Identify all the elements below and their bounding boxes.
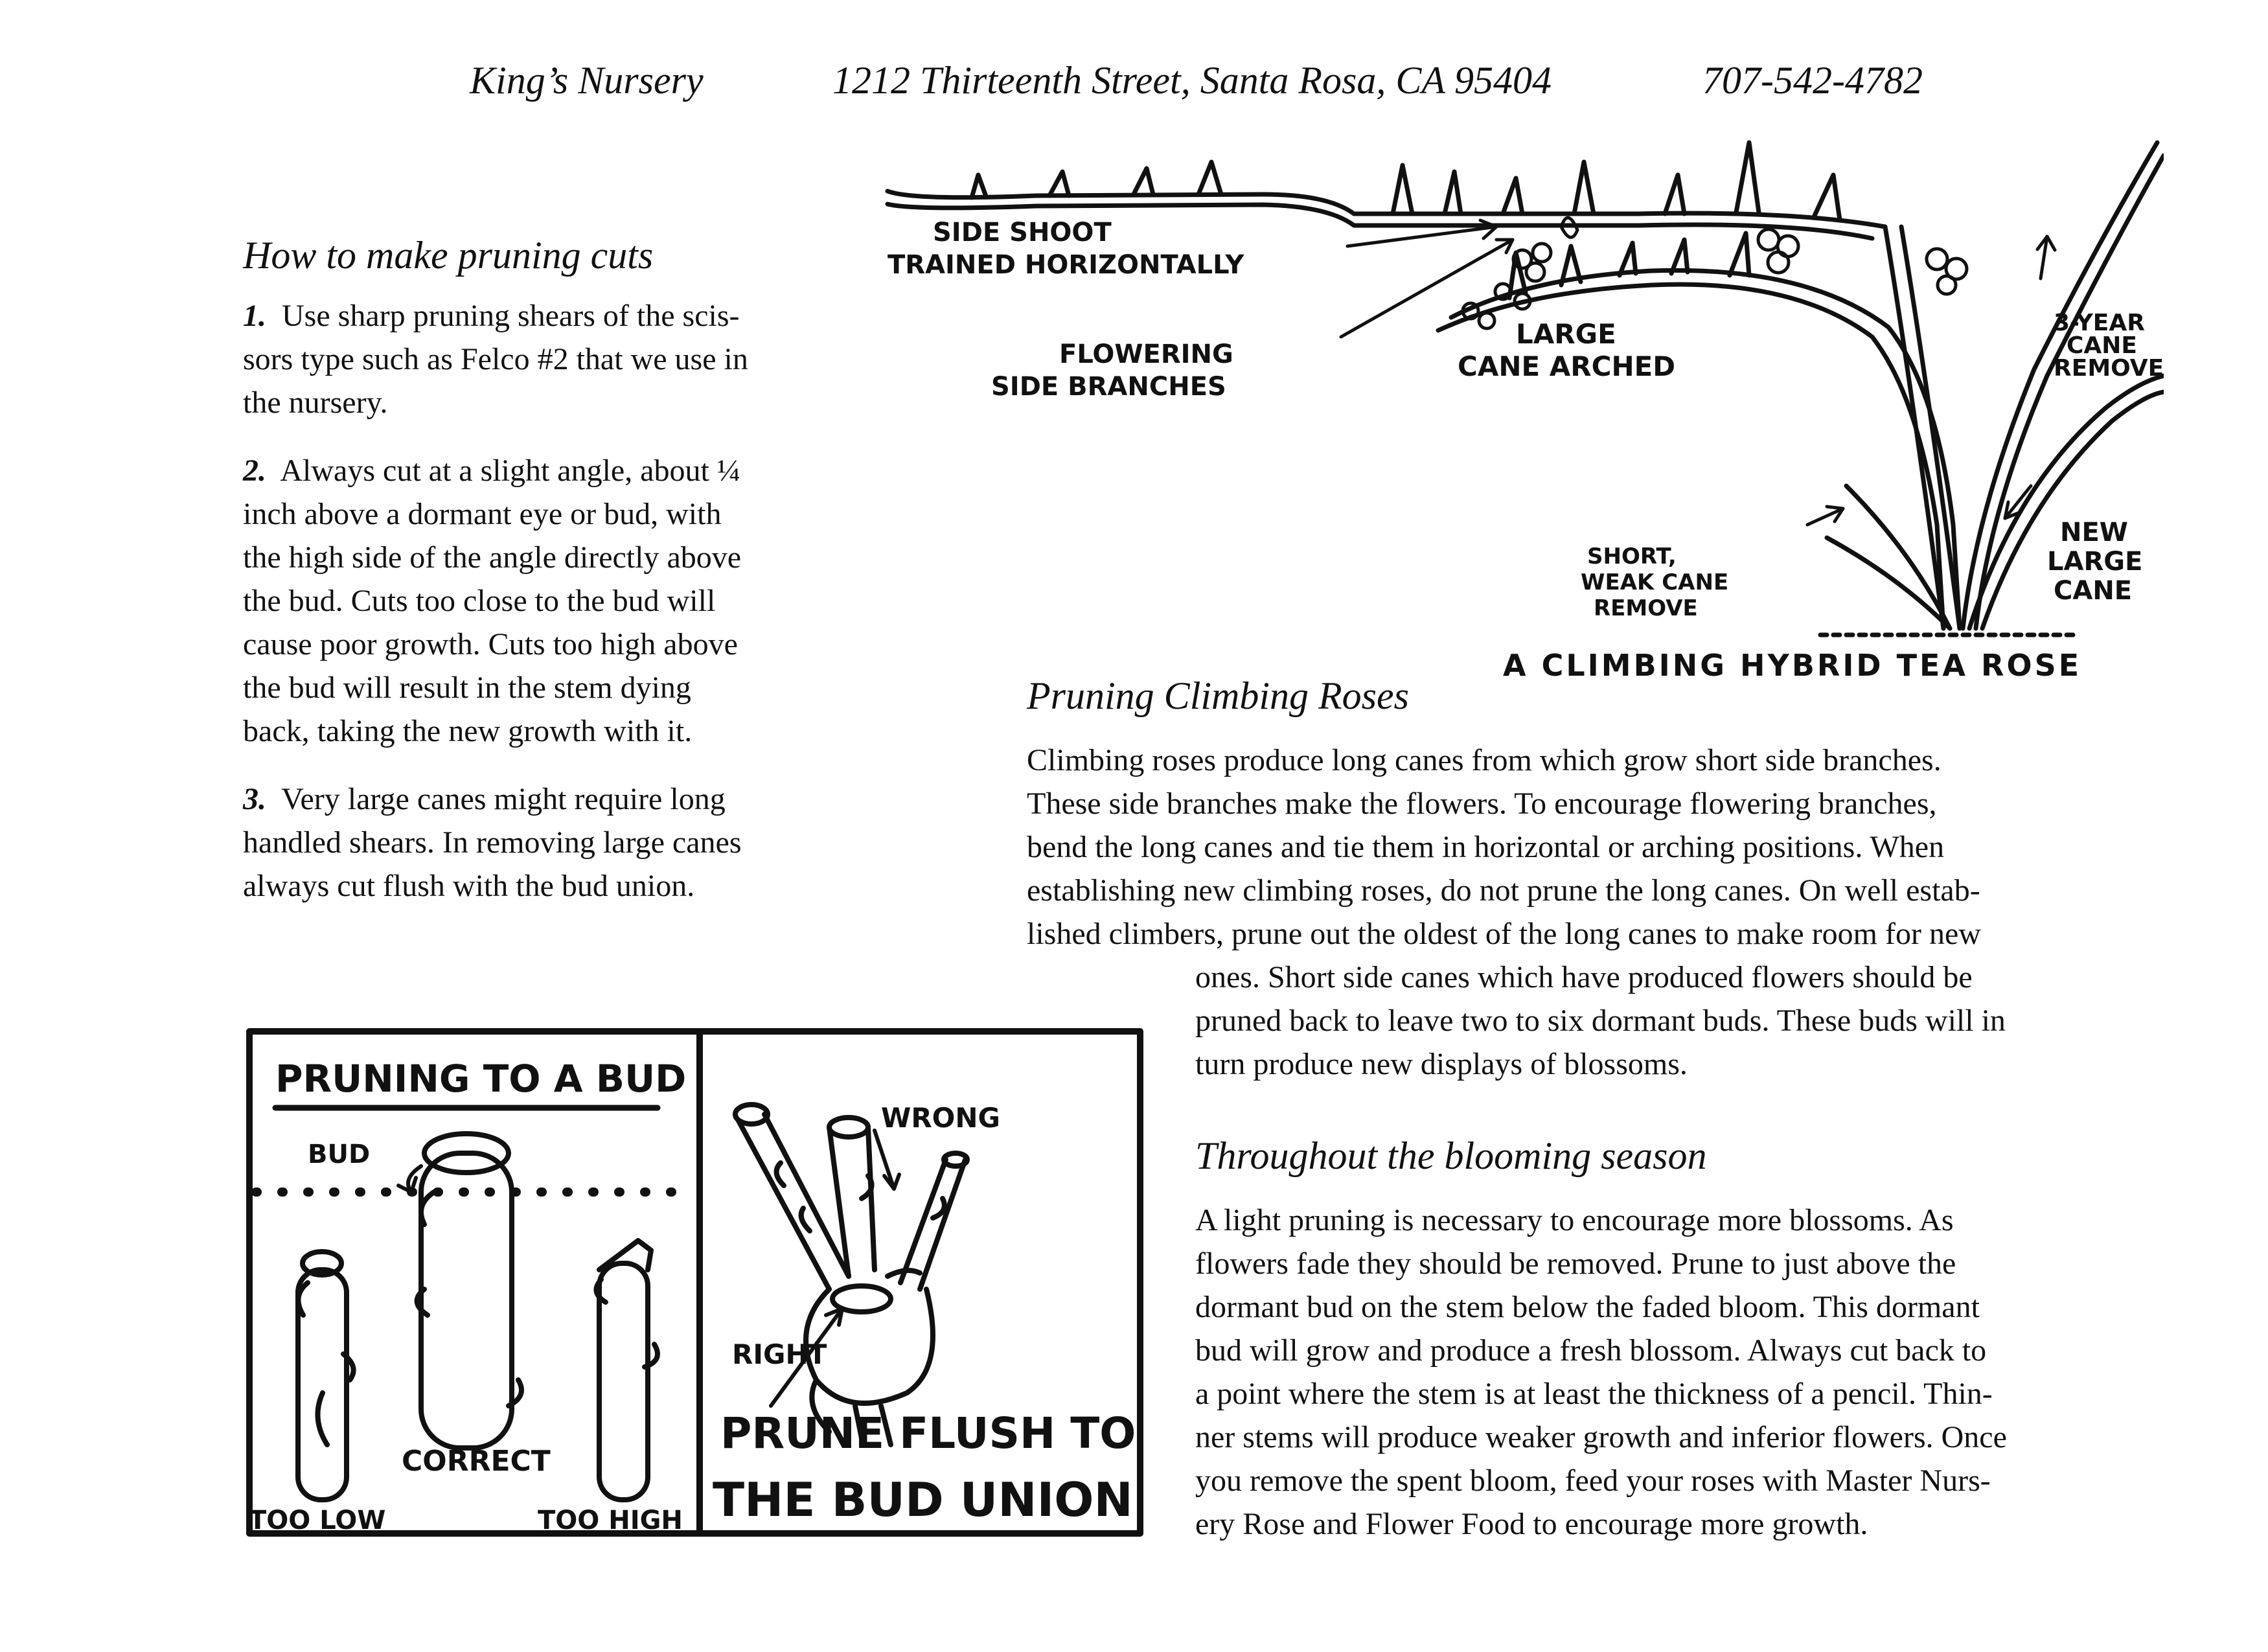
step-line: always cut flush with the bud union. (243, 869, 695, 903)
label-prune-flush: PRUNE FLUSH TO (720, 1408, 1136, 1458)
business-name: King’s Nursery (470, 59, 704, 102)
label-side-branches: SIDE BRANCHES (991, 372, 1226, 402)
climbing-rose-illustration (875, 123, 2164, 706)
pruning-step-1 (243, 294, 865, 424)
climbing-roses-body-cont (1195, 956, 2167, 1086)
pruning-step-2 (243, 449, 865, 753)
body-line: turn produce new displays of blossoms. (1195, 1047, 1688, 1081)
blooming-season-body (1195, 1199, 2167, 1546)
label-large: LARGE (1516, 318, 1616, 350)
climbing-roses-title: Pruning Climbing Roses (1027, 674, 1410, 717)
body-line: you remove the spent bloom, feed your roses with Master Nurs- (1195, 1463, 1991, 1498)
too-high-stem (596, 1241, 658, 1500)
label-3-year: 3-YEAR (2054, 310, 2145, 336)
body-line: flowers fade they should be removed. Prune to just above the (1195, 1246, 1956, 1281)
step-number: 3. (243, 782, 266, 816)
step-line: sors type such as Felco #2 that we use in (243, 342, 748, 376)
label-new: NEW (2060, 518, 2128, 547)
step-line: the bud. Cuts too close to the bud will (243, 584, 716, 618)
pruning-cuts-section (243, 233, 865, 908)
label-too-low: TOO LOW (249, 1506, 386, 1535)
body-line: pruned back to leave two to six dormant buds. These buds will in (1195, 1004, 2006, 1038)
label-short: SHORT, (1587, 544, 1677, 569)
step-line: inch above a dormant eye or bud, with (243, 497, 722, 531)
bud-union-plant (735, 1105, 967, 1445)
cane-thorns (972, 143, 1840, 220)
label-side-shoot: SIDE SHOOT (933, 218, 1112, 247)
label-right: RIGHT (732, 1338, 827, 1370)
step-line: the high side of the angle directly above (243, 540, 742, 575)
step-line: cause poor growth. Cuts too high above (243, 627, 738, 661)
step-line: 1. Use sharp pruning shears of the scis- (243, 299, 740, 333)
label-large-2: LARGE (2047, 547, 2143, 577)
climbing-roses-body (1027, 739, 2160, 956)
body-line: ery Rose and Flower Food to encourage more growth. (1195, 1507, 1868, 1541)
body-line: Climbing roses produce long canes from which grow short side branches. (1027, 743, 1942, 777)
label-cane-2: CANE (2054, 576, 2133, 606)
label-remove-2: REMOVE (1594, 595, 1698, 621)
body-line: These side branches make the flowers. To encourage flowering branches, (1027, 786, 1937, 821)
bud-figure-title: PRUNING TO A BUD (275, 1057, 687, 1101)
business-phone: 707-542-4782 (1702, 59, 1923, 102)
label-too-high: TOO HIGH (538, 1506, 683, 1535)
label-correct: CORRECT (402, 1445, 551, 1478)
correct-stem (417, 1134, 521, 1448)
pruning-to-bud-illustration (246, 1017, 1147, 1542)
body-line: dormant bud on the stem below the faded bloom. This dormant (1195, 1290, 1980, 1324)
blooming-season-title: Throughout the blooming season (1195, 1134, 1707, 1177)
step-number: 2. (243, 453, 266, 488)
label-weak-cane: WEAK CANE (1581, 569, 1729, 595)
step-line: the bud will result in the stem dying (243, 671, 691, 705)
rose-figure-caption: A CLIMBING HYBRID TEA ROSE (1503, 648, 2082, 683)
pruning-step-3 (243, 777, 865, 908)
step-number: 1. (243, 299, 266, 333)
body-line: ones. Short side canes which have produced flowers should be (1195, 960, 1973, 994)
step-line: back, taking the new growth with it. (243, 714, 693, 748)
body-line: bend the long canes and tie them in horizontal or arching positions. When (1027, 830, 1945, 864)
label-flowering: FLOWERING (1059, 339, 1233, 369)
body-line: lished climbers, prune out the oldest of the long canes to make room for new (1027, 917, 1981, 951)
label-remove: REMOVE (2054, 355, 2164, 382)
body-line: a point where the stem is at least the thickness of a pencil. Thin- (1195, 1377, 1993, 1411)
body-line: A light pruning is necessary to encourage more blossoms. As (1195, 1203, 1954, 1237)
step-line: handled shears. In removing large canes (243, 825, 742, 860)
label-bud-union: THE BUD UNION (713, 1473, 1133, 1527)
step-line: the nursery. (243, 385, 388, 420)
label-trained-horizontally: TRAINED HORIZONTALLY (888, 250, 1244, 280)
main-cane-2 (1901, 227, 1960, 628)
label-bud: BUD (308, 1140, 371, 1169)
label-cane-arched: CANE ARCHED (1458, 350, 1676, 382)
step-line: 3. Very large canes might require long (243, 782, 726, 816)
too-low-stem (298, 1252, 354, 1500)
label-cane: CANE (2067, 332, 2138, 359)
pruning-cuts-title: How to make pruning cuts (243, 234, 654, 277)
label-wrong: WRONG (881, 1102, 1000, 1134)
step-line: 2. Always cut at a slight angle, about ¼ (243, 453, 740, 488)
business-address: 1212 Thirteenth Street, Santa Rosa, CA 95404 (832, 59, 1552, 102)
body-line: bud will grow and produce a fresh blossom. Always cut back to (1195, 1333, 1987, 1368)
body-line: establishing new climbing roses, do not prune the long canes. On well estab- (1027, 873, 1980, 908)
body-line: ner stems will produce weaker growth and inferior flowers. Once (1195, 1420, 2007, 1454)
